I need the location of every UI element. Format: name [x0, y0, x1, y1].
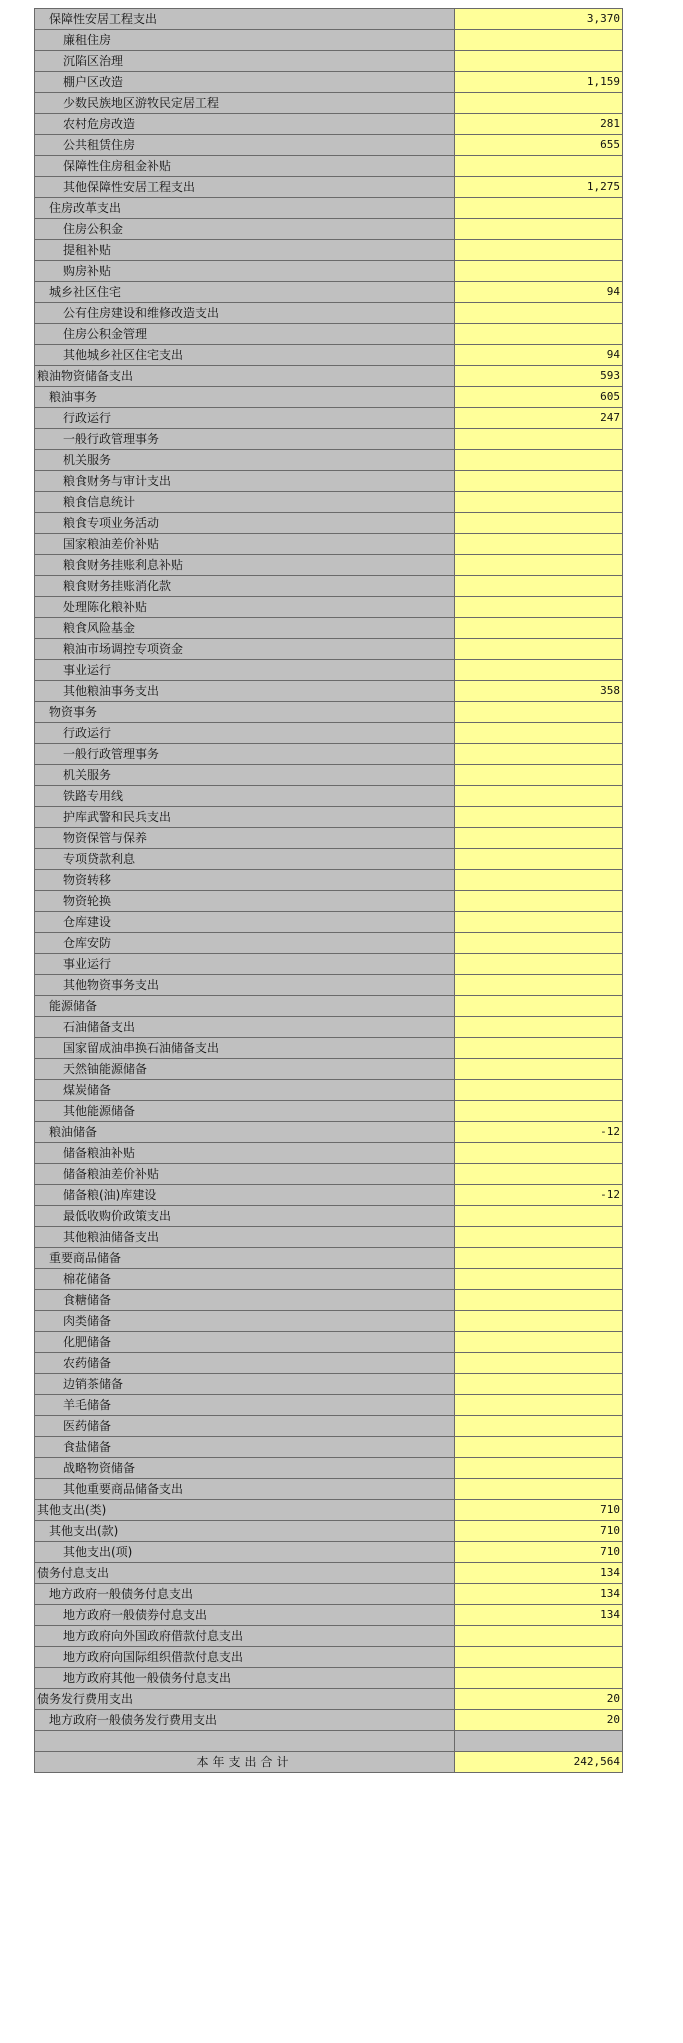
table-row	[35, 219, 623, 240]
item-name-cell: 粮食财务挂账利息补贴	[35, 555, 455, 576]
table-row	[35, 1626, 623, 1647]
amount-cell: 281	[455, 114, 623, 135]
amount-cell: 134	[455, 1584, 623, 1605]
item-name-cell: 国家留成油串换石油储备支出	[35, 1038, 455, 1059]
table-row	[35, 1080, 623, 1101]
amount-cell	[455, 1416, 623, 1437]
item-name-cell: 地方政府一般债券付息支出	[35, 1605, 455, 1626]
item-name-cell: 粮食信息统计	[35, 492, 455, 513]
amount-cell	[455, 1668, 623, 1689]
table-row	[35, 471, 623, 492]
table-row	[35, 1332, 623, 1353]
total-row	[35, 1752, 623, 1773]
item-name-cell: 其他重要商品储备支出	[35, 1479, 455, 1500]
item-name-cell: 购房补贴	[35, 261, 455, 282]
table-row	[35, 954, 623, 975]
table-row	[35, 681, 623, 702]
amount-cell: 1,159	[455, 72, 623, 93]
amount-cell	[455, 1374, 623, 1395]
item-name-cell: 保障性住房租金补贴	[35, 156, 455, 177]
item-name-cell: 专项贷款利息	[35, 849, 455, 870]
table-row	[35, 1395, 623, 1416]
item-name-cell: 沉陷区治理	[35, 51, 455, 72]
table-row	[35, 429, 623, 450]
amount-cell	[455, 1647, 623, 1668]
item-name-cell: 仓库安防	[35, 933, 455, 954]
table-row	[35, 660, 623, 681]
table-row	[35, 345, 623, 366]
item-name-cell: 债务发行费用支出	[35, 1689, 455, 1710]
item-name-cell: 储备粮油补贴	[35, 1143, 455, 1164]
table-row	[35, 1269, 623, 1290]
spacer-row	[35, 1731, 623, 1752]
item-name-cell: 城乡社区住宅	[35, 282, 455, 303]
amount-cell: 358	[455, 681, 623, 702]
amount-cell	[455, 1206, 623, 1227]
item-name-cell: 仓库建设	[35, 912, 455, 933]
table-row	[35, 1584, 623, 1605]
table-row	[35, 1521, 623, 1542]
table-row	[35, 1563, 623, 1584]
table-row	[35, 1143, 623, 1164]
table-row	[35, 933, 623, 954]
amount-cell	[455, 198, 623, 219]
item-name-cell: 能源储备	[35, 996, 455, 1017]
table-row	[35, 975, 623, 996]
item-name-cell: 地方政府其他一般债务付息支出	[35, 1668, 455, 1689]
amount-cell	[455, 1290, 623, 1311]
amount-cell	[455, 303, 623, 324]
table-row	[35, 576, 623, 597]
item-name-cell: 住房公积金	[35, 219, 455, 240]
table-row	[35, 534, 623, 555]
table-row	[35, 1437, 623, 1458]
amount-cell: 20	[455, 1710, 623, 1731]
table-row	[35, 1164, 623, 1185]
amount-cell: 247	[455, 408, 623, 429]
amount-cell	[455, 954, 623, 975]
table-row	[35, 1668, 623, 1689]
table-row	[35, 198, 623, 219]
table-row	[35, 1227, 623, 1248]
total-amount-cell: 242,564	[455, 1752, 623, 1773]
item-name-cell: 地方政府一般债务付息支出	[35, 1584, 455, 1605]
item-name-cell: 行政运行	[35, 408, 455, 429]
amount-cell	[455, 933, 623, 954]
table-row	[35, 702, 623, 723]
amount-cell: 655	[455, 135, 623, 156]
table-row	[35, 30, 623, 51]
amount-cell	[455, 240, 623, 261]
amount-cell: 94	[455, 345, 623, 366]
item-name-cell: 事业运行	[35, 954, 455, 975]
table-row	[35, 177, 623, 198]
table-row	[35, 1710, 623, 1731]
amount-cell	[455, 639, 623, 660]
table-row	[35, 870, 623, 891]
table-row	[35, 9, 623, 30]
expenditure-table	[34, 8, 623, 1773]
amount-cell	[455, 870, 623, 891]
item-name-cell	[35, 1731, 455, 1752]
item-name-cell: 其他粮油事务支出	[35, 681, 455, 702]
item-name-cell: 粮食专项业务活动	[35, 513, 455, 534]
table-row	[35, 303, 623, 324]
item-name-cell: 住房改革支出	[35, 198, 455, 219]
table-row	[35, 240, 623, 261]
item-name-cell: 其他城乡社区住宅支出	[35, 345, 455, 366]
item-name-cell: 物资事务	[35, 702, 455, 723]
amount-cell	[455, 1017, 623, 1038]
table-row	[35, 786, 623, 807]
amount-cell	[455, 1269, 623, 1290]
amount-cell	[455, 1437, 623, 1458]
amount-cell	[455, 1101, 623, 1122]
amount-cell	[455, 1458, 623, 1479]
amount-cell	[455, 324, 623, 345]
table-row	[35, 513, 623, 534]
amount-cell: 3,370	[455, 9, 623, 30]
item-name-cell: 粮油物资储备支出	[35, 366, 455, 387]
item-name-cell: 煤炭储备	[35, 1080, 455, 1101]
amount-cell	[455, 576, 623, 597]
table-row	[35, 765, 623, 786]
table-row	[35, 1059, 623, 1080]
table-row	[35, 135, 623, 156]
item-name-cell: 农村危房改造	[35, 114, 455, 135]
item-name-cell: 少数民族地区游牧民定居工程	[35, 93, 455, 114]
item-name-cell: 护库武警和民兵支出	[35, 807, 455, 828]
amount-cell	[455, 51, 623, 72]
table-row	[35, 1101, 623, 1122]
item-name-cell: 行政运行	[35, 723, 455, 744]
table-row	[35, 282, 623, 303]
table-row	[35, 639, 623, 660]
amount-cell: 710	[455, 1500, 623, 1521]
table-row	[35, 492, 623, 513]
table-row	[35, 1185, 623, 1206]
item-name-cell: 食糖储备	[35, 1290, 455, 1311]
item-name-cell: 地方政府一般债务发行费用支出	[35, 1710, 455, 1731]
table-row	[35, 1647, 623, 1668]
item-name-cell: 债务付息支出	[35, 1563, 455, 1584]
table-row	[35, 996, 623, 1017]
amount-cell	[455, 849, 623, 870]
table-row	[35, 1122, 623, 1143]
item-name-cell: 重要商品储备	[35, 1248, 455, 1269]
item-name-cell: 粮食风险基金	[35, 618, 455, 639]
amount-cell	[455, 1248, 623, 1269]
amount-cell	[455, 1143, 623, 1164]
table-row	[35, 618, 623, 639]
table-row	[35, 1605, 623, 1626]
item-name-cell: 机关服务	[35, 765, 455, 786]
item-name-cell: 粮食财务挂账消化款	[35, 576, 455, 597]
amount-cell	[455, 1311, 623, 1332]
amount-cell: 94	[455, 282, 623, 303]
item-name-cell: 住房公积金管理	[35, 324, 455, 345]
amount-cell	[455, 534, 623, 555]
table-row	[35, 450, 623, 471]
amount-cell	[455, 513, 623, 534]
table-row	[35, 891, 623, 912]
table-row	[35, 387, 623, 408]
amount-cell	[455, 471, 623, 492]
amount-cell	[455, 450, 623, 471]
amount-cell: 1,275	[455, 177, 623, 198]
item-name-cell: 其他支出(项)	[35, 1542, 455, 1563]
amount-cell	[455, 975, 623, 996]
amount-cell	[455, 828, 623, 849]
item-name-cell: 战略物资储备	[35, 1458, 455, 1479]
amount-cell	[455, 1332, 623, 1353]
amount-cell	[455, 1038, 623, 1059]
amount-cell	[455, 618, 623, 639]
item-name-cell: 处理陈化粮补贴	[35, 597, 455, 618]
amount-cell: 20	[455, 1689, 623, 1710]
item-name-cell: 其他粮油储备支出	[35, 1227, 455, 1248]
table-row	[35, 324, 623, 345]
table-row	[35, 261, 623, 282]
item-name-cell: 肉类储备	[35, 1311, 455, 1332]
item-name-cell: 粮食财务与审计支出	[35, 471, 455, 492]
total-label: 本年支出合计	[35, 1752, 455, 1773]
table-row	[35, 1689, 623, 1710]
amount-cell: 710	[455, 1521, 623, 1542]
table-row	[35, 828, 623, 849]
amount-cell: -12	[455, 1122, 623, 1143]
amount-cell	[455, 597, 623, 618]
table-row	[35, 912, 623, 933]
item-name-cell: 储备粮油差价补贴	[35, 1164, 455, 1185]
table-row	[35, 366, 623, 387]
item-name-cell: 其他保障性安居工程支出	[35, 177, 455, 198]
item-name-cell: 地方政府向国际组织借款付息支出	[35, 1647, 455, 1668]
item-name-cell: 粮油市场调控专项资金	[35, 639, 455, 660]
table-row	[35, 744, 623, 765]
amount-cell	[455, 702, 623, 723]
table-row	[35, 1248, 623, 1269]
table-row	[35, 93, 623, 114]
amount-cell	[455, 1164, 623, 1185]
amount-cell	[455, 807, 623, 828]
item-name-cell: 羊毛储备	[35, 1395, 455, 1416]
item-name-cell: 最低收购价政策支出	[35, 1206, 455, 1227]
amount-cell	[455, 1626, 623, 1647]
amount-cell	[455, 219, 623, 240]
table-row	[35, 849, 623, 870]
item-name-cell: 公共租赁住房	[35, 135, 455, 156]
amount-cell: 134	[455, 1563, 623, 1584]
amount-cell	[455, 1059, 623, 1080]
amount-cell	[455, 786, 623, 807]
amount-cell	[455, 1395, 623, 1416]
amount-cell	[455, 555, 623, 576]
amount-cell: -12	[455, 1185, 623, 1206]
table-row	[35, 1353, 623, 1374]
item-name-cell: 食盐储备	[35, 1437, 455, 1458]
table-row	[35, 1500, 623, 1521]
amount-cell	[455, 30, 623, 51]
table-row	[35, 1479, 623, 1500]
item-name-cell: 物资保管与保养	[35, 828, 455, 849]
item-name-cell: 医药储备	[35, 1416, 455, 1437]
item-name-cell: 边销茶储备	[35, 1374, 455, 1395]
item-name-cell: 棉花储备	[35, 1269, 455, 1290]
amount-cell	[455, 1479, 623, 1500]
item-name-cell: 机关服务	[35, 450, 455, 471]
table-row	[35, 807, 623, 828]
amount-cell	[455, 156, 623, 177]
amount-cell	[455, 723, 623, 744]
amount-cell: 605	[455, 387, 623, 408]
table-row	[35, 597, 623, 618]
table-row	[35, 1017, 623, 1038]
amount-cell: 710	[455, 1542, 623, 1563]
amount-cell	[455, 765, 623, 786]
table-row	[35, 723, 623, 744]
table-row	[35, 408, 623, 429]
item-name-cell: 天然铀能源储备	[35, 1059, 455, 1080]
item-name-cell: 保障性安居工程支出	[35, 9, 455, 30]
table-row	[35, 555, 623, 576]
item-name-cell: 其他支出(款)	[35, 1521, 455, 1542]
item-name-cell: 农药储备	[35, 1353, 455, 1374]
item-name-cell: 棚户区改造	[35, 72, 455, 93]
table-row	[35, 1416, 623, 1437]
table-row	[35, 114, 623, 135]
amount-cell	[455, 492, 623, 513]
item-name-cell: 化肥储备	[35, 1332, 455, 1353]
amount-cell	[455, 744, 623, 765]
table-row	[35, 72, 623, 93]
item-name-cell: 粮油储备	[35, 1122, 455, 1143]
table-row	[35, 1311, 623, 1332]
table-row	[35, 1206, 623, 1227]
table-row	[35, 1458, 623, 1479]
item-name-cell: 其他物资事务支出	[35, 975, 455, 996]
item-name-cell: 铁路专用线	[35, 786, 455, 807]
item-name-cell: 一般行政管理事务	[35, 429, 455, 450]
table-row	[35, 1038, 623, 1059]
table-row	[35, 1290, 623, 1311]
item-name-cell: 其他能源储备	[35, 1101, 455, 1122]
amount-cell	[455, 660, 623, 681]
table-row	[35, 1374, 623, 1395]
amount-cell	[455, 429, 623, 450]
item-name-cell: 储备粮(油)库建设	[35, 1185, 455, 1206]
amount-cell	[455, 1731, 623, 1752]
item-name-cell: 物资转移	[35, 870, 455, 891]
item-name-cell: 粮油事务	[35, 387, 455, 408]
item-name-cell: 其他支出(类)	[35, 1500, 455, 1521]
amount-cell	[455, 996, 623, 1017]
item-name-cell: 提租补贴	[35, 240, 455, 261]
table-row	[35, 51, 623, 72]
item-name-cell: 石油储备支出	[35, 1017, 455, 1038]
item-name-cell: 公有住房建设和维修改造支出	[35, 303, 455, 324]
amount-cell	[455, 1080, 623, 1101]
amount-cell	[455, 1353, 623, 1374]
amount-cell	[455, 261, 623, 282]
item-name-cell: 物资轮换	[35, 891, 455, 912]
item-name-cell: 地方政府向外国政府借款付息支出	[35, 1626, 455, 1647]
item-name-cell: 国家粮油差价补贴	[35, 534, 455, 555]
table-row	[35, 156, 623, 177]
amount-cell	[455, 891, 623, 912]
amount-cell: 134	[455, 1605, 623, 1626]
item-name-cell: 事业运行	[35, 660, 455, 681]
amount-cell	[455, 1227, 623, 1248]
item-name-cell: 一般行政管理事务	[35, 744, 455, 765]
amount-cell	[455, 912, 623, 933]
table-row	[35, 1542, 623, 1563]
amount-cell	[455, 93, 623, 114]
amount-cell: 593	[455, 366, 623, 387]
item-name-cell: 廉租住房	[35, 30, 455, 51]
